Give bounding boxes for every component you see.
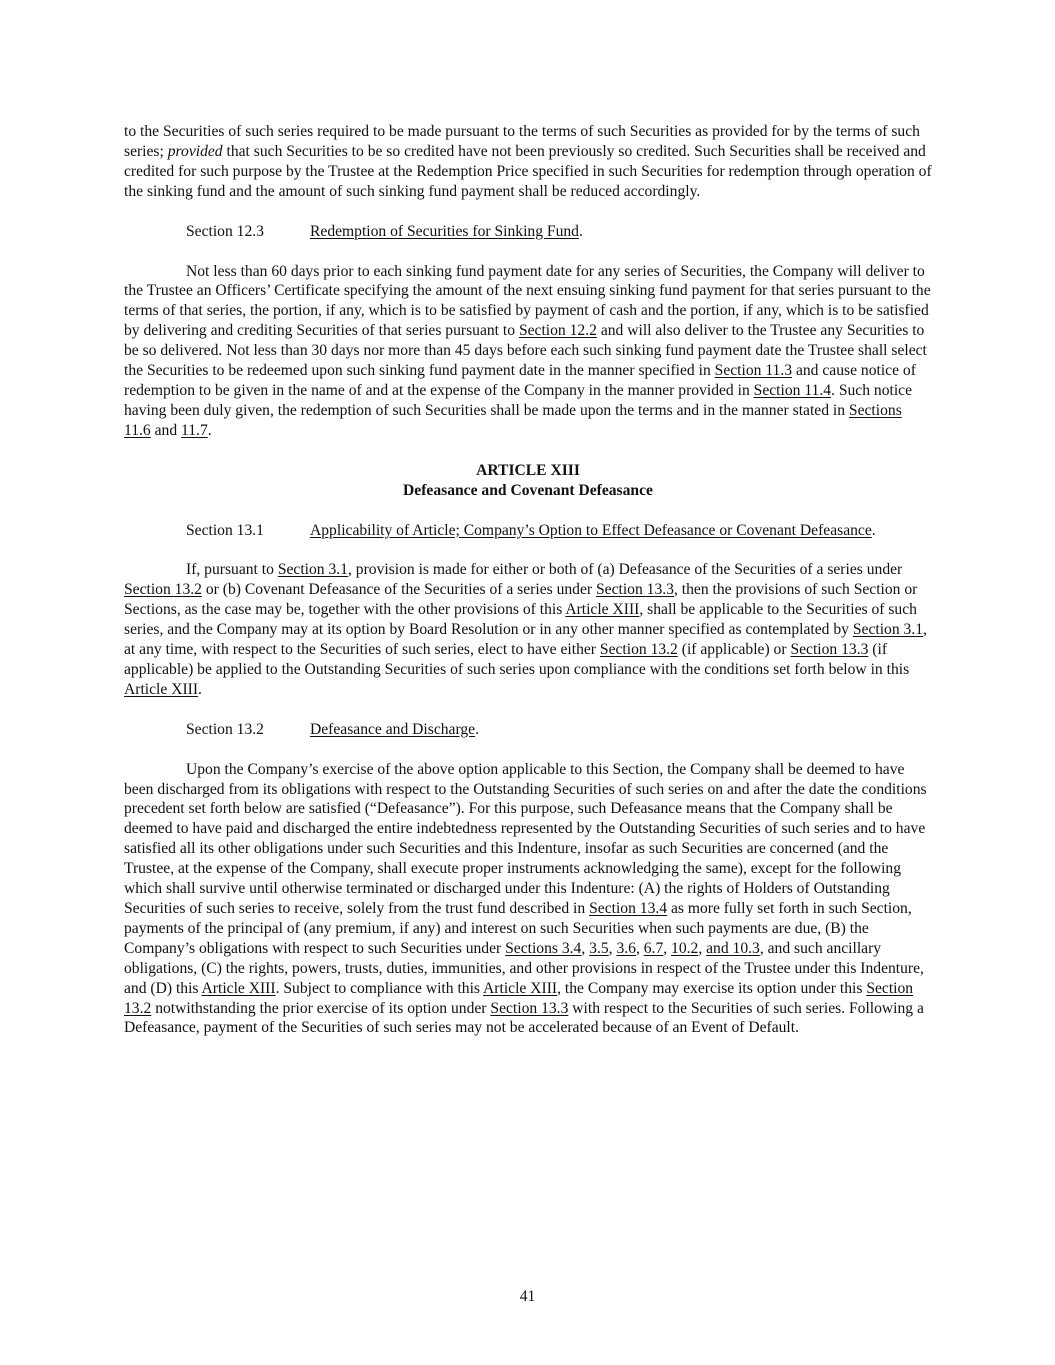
cross-reference-link[interactable]: Sections 3.4 bbox=[505, 939, 582, 957]
cross-reference-link[interactable]: 3.6 bbox=[616, 939, 636, 957]
cross-reference-link[interactable]: Section 13.2 bbox=[124, 581, 202, 599]
section-13-1-heading: Section 13.1 Applicability of Article; Company’s Option to Effect Defeasance or Covenant Defeasance. bbox=[186, 521, 876, 539]
cross-reference-link[interactable]: Sections 11.6 bbox=[124, 401, 902, 439]
emphasis-provided: provided bbox=[167, 142, 223, 160]
paragraph-redemption-sinking-fund: Not less than 60 days prior to each sinking fund payment date for any series of Securities, the Company will deliver to the Trustee an Officers’ Certificate specifying the amount of the next ensuing sinking fund payment for that series pursuant to the terms of that series, the portion, if any, which is to be satisfied by payment of cash and the portion, if any, which is to be satisfied by delivering and crediting Securities of that series pursuant to Section 12.2 and will also deliver to the Trustee any Securities to be so delivered. Not less than 30 days nor more than 45 days before each such sinking fund payment date the Trustee shall select the Securities to be redeemed upon such sinking fund payment date in the manner specified in Section 11.3 and cause notice of redemption to be given in the name of and at the expense of the Company in the manner provided in Section 11.4. Such notice having been duly given, the redemption of such Securities shall be made upon the terms and in the manner stated in Sections 11.6 and 11.7. bbox=[124, 262, 931, 439]
cross-reference-link[interactable]: Section 11.4 bbox=[753, 381, 832, 399]
section-title: Defeasance and Discharge bbox=[310, 720, 476, 738]
paragraph-defeasance-discharge: Upon the Company’s exercise of the above option applicable to this Section, the Company shall be deemed to have been discharged from its obligations with respect to the Outstanding Securities of such series on and after the date the conditions precedent set forth below are satisfied (“Defeasance”). For this purpose, such Defeasance means that the Company shall be deemed to have paid and discharged the entire indebtedness represented by the Outstanding Securities of such series and to have satisfied all its other obligations under such Securities and this Indenture, insofar as such Securities are concerned (and the Trustee, at the expense of the Company, shall execute proper instruments acknowledging the same), except for the following which shall survive until otherwise terminated or discharged under this Indenture: (A) the rights of Holders of Outstanding Securities of such series to receive, solely from the trust fund described in Section 13.4 as more fully set forth in such Section, payments of the principal of (any premium, if any) and interest on such Securities when such payments are due, (B) the Company’s obligations with respect to such Securities under Sections 3.4, 3.5, 3.6, 6.7, 10.2, and 10.3, and such ancillary obligations, (C) the rights, powers, trusts, duties, immunities, and other provisions in respect of the Trustee under this Indenture, and (D) this Article XIII. Subject to compliance with this Article XIII, the Company may exercise its option under this Section 13.2 notwithstanding the prior exercise of its option under Section 13.3 with respect to the Securities of such series. Following a Defeasance, payment of the Securities of such series may not be accelerated because of an Event of Default. bbox=[124, 760, 927, 1037]
section-number: Section 13.2 bbox=[186, 720, 264, 738]
cross-reference-link[interactable]: 3.5 bbox=[589, 939, 609, 957]
cross-reference-link[interactable]: Section 13.4 bbox=[589, 900, 668, 917]
section-12-3-heading: Section 12.3 Redemption of Securities for Sinking Fund. bbox=[186, 222, 583, 240]
cross-reference-link[interactable]: Section 13.3 bbox=[490, 999, 569, 1017]
article-number: ARTICLE XIII bbox=[476, 461, 580, 479]
cross-reference-link[interactable]: Article XIII bbox=[201, 979, 276, 997]
paragraph-sinking-fund-credit: to the Securities of such series required to be made pursuant to the terms of such Securities as provided for by the terms of such series; provided that such Securities to be so credited have not been previously so credited. Such Securities shall be received and credited for such purpose by the Trustee at the Redemption Price specified in such Securities for redemption through operation of the sinking fund and the amount of such sinking fund payment shall be reduced accordingly. bbox=[124, 123, 932, 200]
cross-reference-link[interactable]: Section 13.2 bbox=[124, 979, 914, 1017]
paragraph-applicability: If, pursuant to Section 3.1, provision is made for either or both of (a) Defeasance of the Securities of a series under Section 13.2 or (b) Covenant Defeasance of the Securities of a series under Section 13.3, then the provisions of such Section or Sections, as the case may be, together with the other provisions of this Article XIII, shall be applicable to the Securities of such series, and the Company may at its option by Board Resolution or in any other manner specified as contemplated by Section 3.1, at any time, with respect to the Securities of such series, elect to have either Section 13.2 (if applicable) or Section 13.3 (if applicable) be applied to the Outstanding Securities of such series upon compliance with the conditions set forth below in this Article XIII. bbox=[124, 561, 927, 698]
cross-reference-link[interactable]: Section 3.1 bbox=[852, 621, 924, 639]
cross-reference-link[interactable]: Section 13.2 bbox=[599, 641, 678, 659]
section-number: Section 13.1 bbox=[186, 521, 264, 539]
page-number: 41 bbox=[519, 1288, 536, 1305]
section-title: Applicability of Article; Company’s Option to Effect Defeasance or Covenant Defeasance bbox=[310, 521, 872, 539]
cross-reference-link[interactable]: Section 13.3 bbox=[790, 641, 869, 659]
cross-reference-link[interactable]: Section 13.3 bbox=[596, 581, 674, 599]
cross-reference-link[interactable]: 11.7 bbox=[181, 421, 208, 439]
cross-reference-link[interactable]: Article XIII bbox=[124, 680, 199, 698]
article-title: Defeasance and Covenant Defeasance bbox=[403, 481, 653, 499]
cross-reference-link[interactable]: Article XIII bbox=[483, 979, 558, 997]
document-page bbox=[124, 122, 932, 1058]
cross-reference-link[interactable]: 10.2 bbox=[671, 939, 699, 957]
cross-reference-link[interactable]: Article XIII bbox=[565, 601, 640, 619]
section-title: Redemption of Securities for Sinking Fund bbox=[310, 222, 579, 240]
cross-reference-link[interactable]: Section 3.1 bbox=[277, 561, 348, 579]
article-heading bbox=[124, 461, 932, 501]
section-13-2-heading: Section 13.2 Defeasance and Discharge. bbox=[186, 720, 479, 738]
section-number: Section 12.3 bbox=[186, 222, 264, 240]
cross-reference-link[interactable]: and 10.3 bbox=[706, 939, 760, 957]
cross-reference-link[interactable]: Section 12.2 bbox=[518, 322, 597, 340]
cross-reference-link[interactable]: Section 11.3 bbox=[714, 362, 793, 380]
cross-reference-link[interactable]: 6.7 bbox=[643, 939, 664, 957]
